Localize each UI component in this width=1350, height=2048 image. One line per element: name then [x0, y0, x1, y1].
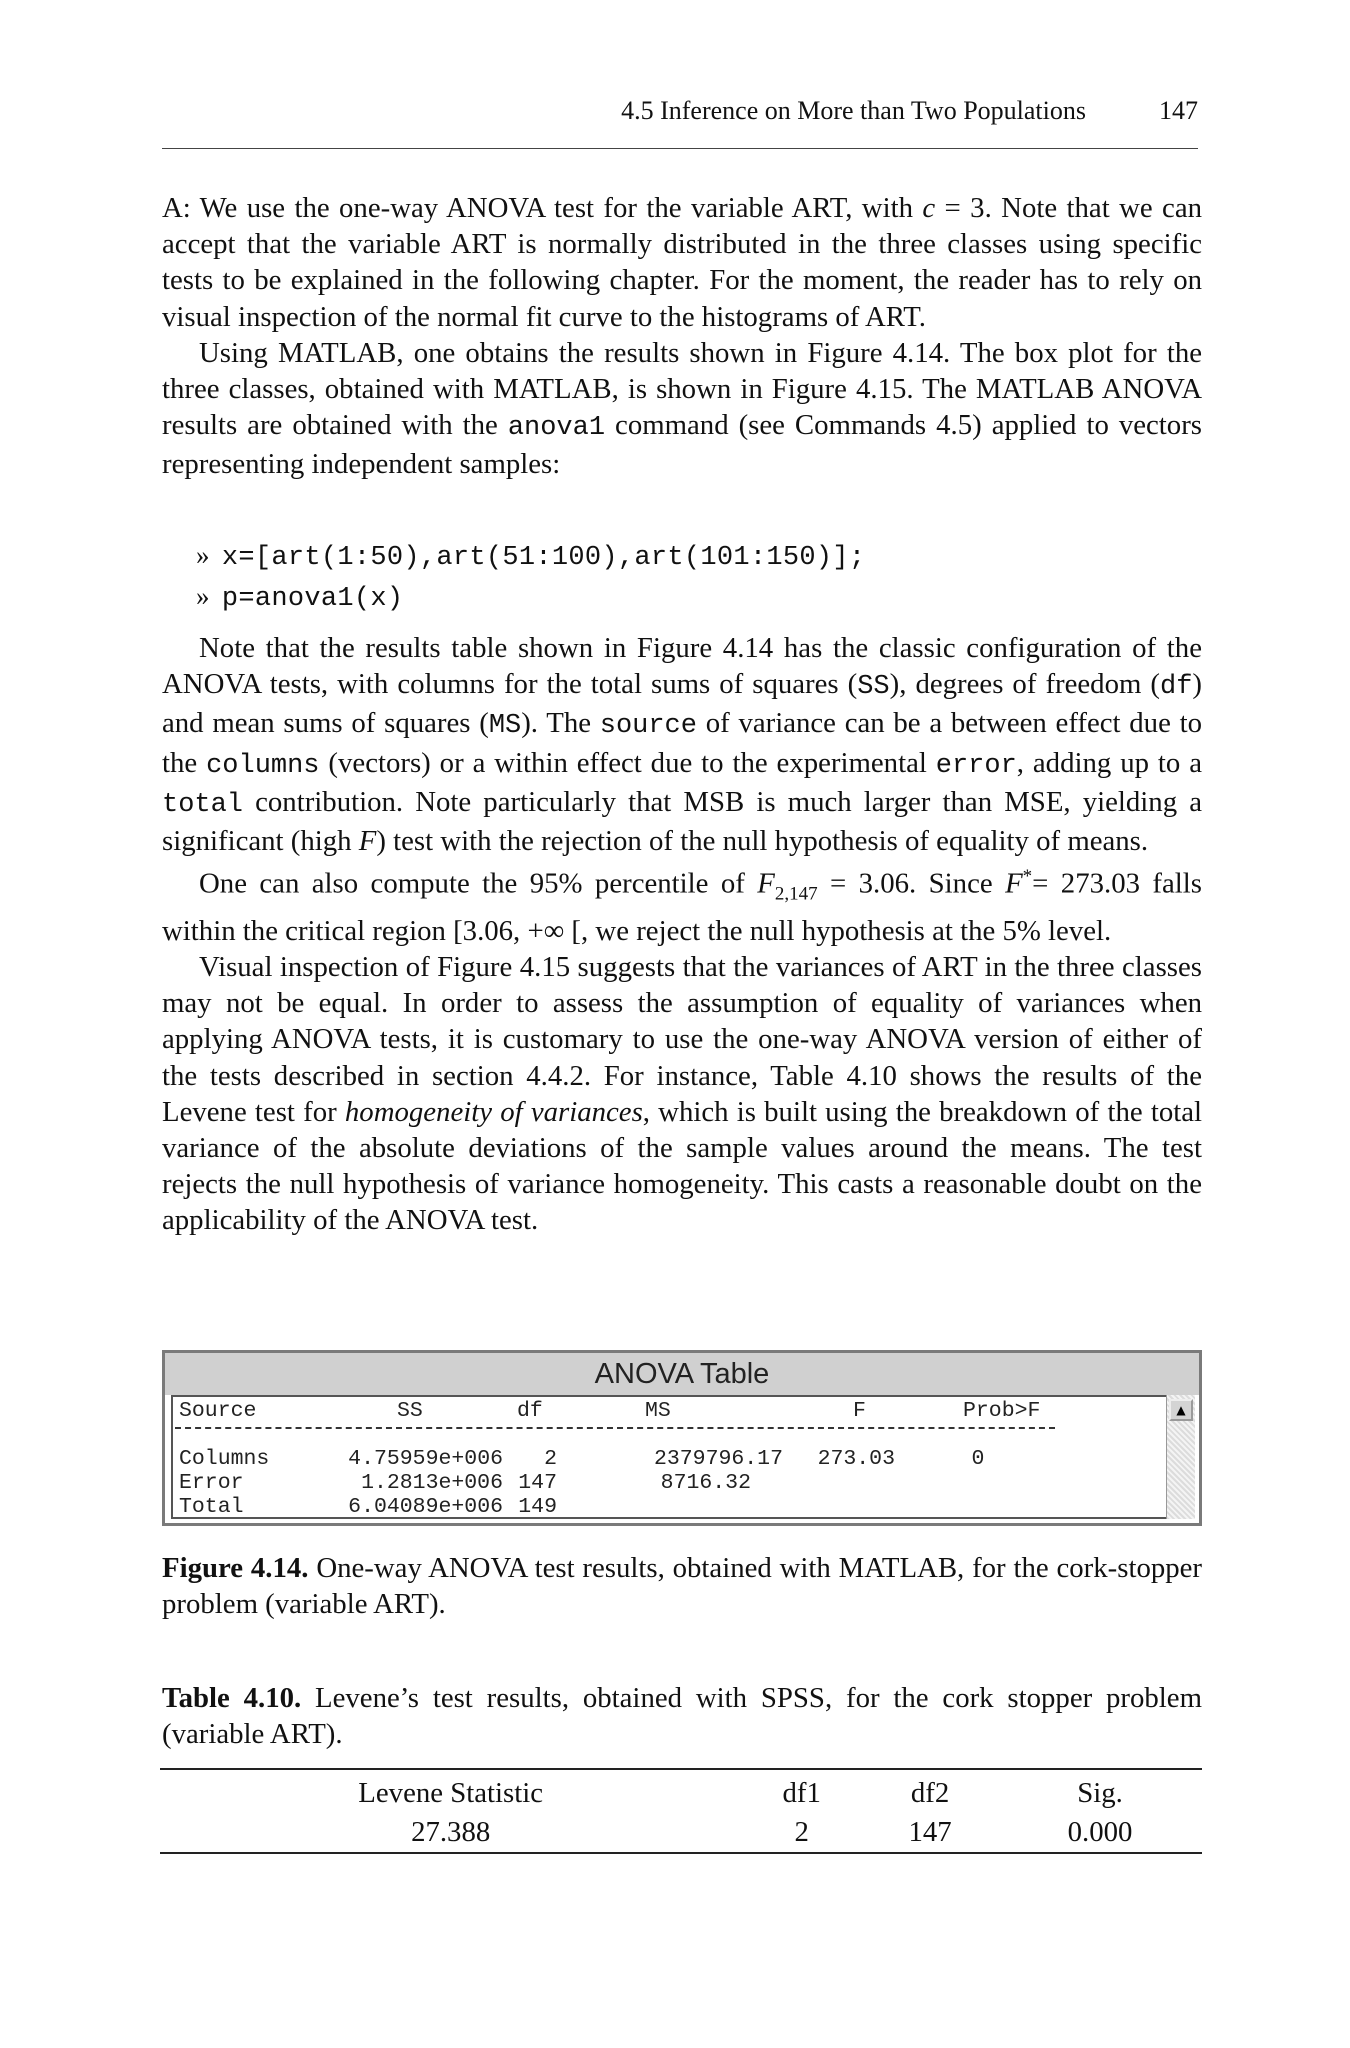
anova-table-window	[162, 1350, 1202, 1526]
paragraph-1: A: We use the one-way ANOVA test for the variable ART, with c = 3. Note that we can accept that the variable ART is normally distributed in the three classes using specific tests to be explained in the following chapter. For the moment, the reader has to rely on visual inspection of the normal fit curve to the histograms of ART.	[162, 192, 1202, 333]
levene-cell: 147	[908, 1816, 952, 1848]
anova-header-prob: Prob>F	[963, 1399, 1041, 1423]
paragraph-5: Visual inspection of Figure 4.15 suggests that the variances of ART in the three classes may not be equal. In order to assess the assumption of equality of variances when applying ANOVA tests, it is customary to use the one-way ANOVA version of either of the tests described in section 4.4.2. For instance, Table 4.10 shows the results of the Levene test for homogeneity of variances, which is built using the breakdown of the total variance of the absolute deviations of the sample values around the means. The test rejects the null hypothesis of variance homogeneity. This casts a reasonable doubt on the applicability of the ANOVA test.	[162, 950, 1202, 1237]
anova-cell: 2379796.17	[653, 1447, 783, 1471]
anova-cell: 6.04089e+006	[348, 1495, 503, 1519]
code-line-2: » p=anova1(x)	[196, 581, 404, 614]
anova-title: ANOVA Table	[594, 1358, 770, 1390]
anova-cell: 273.03	[817, 1447, 895, 1471]
levene-table	[160, 1768, 1202, 1854]
anova-cell: 4.75959e+006	[348, 1447, 503, 1471]
anova-cell: Columns	[179, 1447, 270, 1471]
anova-title-bar	[165, 1353, 1199, 1395]
paragraph-2: Using MATLAB, one obtains the results shown in Figure 4.14. The box plot for the three classes, obtained with MATLAB, is shown in Figure 4.15. The MATLAB ANOVA results are obtained with the anova1 command (see Commands 4.5) applied to vectors representing independent samples:	[162, 336, 1202, 481]
anova-header-ms: MS	[645, 1399, 671, 1423]
levene-header: df2	[910, 1777, 950, 1809]
scroll-up-icon[interactable]: ▲	[1169, 1399, 1193, 1421]
anova-cell: 0	[971, 1447, 985, 1471]
running-title: 4.5 Inference on More than Two Populations	[621, 96, 1086, 125]
anova-cell: Total	[179, 1495, 244, 1519]
levene-header: df1	[782, 1777, 821, 1809]
body-text-bottom	[162, 630, 1202, 1239]
anova-cell: 149	[518, 1495, 557, 1519]
anova-divider	[175, 1427, 1055, 1431]
anova-cell: 2	[544, 1447, 557, 1471]
anova-cell: 147	[518, 1471, 557, 1495]
levene-header: Levene Statistic	[358, 1777, 544, 1809]
code-block	[196, 536, 865, 618]
anova-scrollbar[interactable]	[1166, 1395, 1195, 1519]
page-number: 147	[1159, 96, 1198, 125]
paragraph-4: One can also compute the 95% percentile of $F_{2,147} = 3.06$. Since F*= 273.03 falls within the critical region [3.06, +∞ [, we reject the null hypothesis at the 5% level.	[162, 866, 1202, 947]
table-caption: Table 4.10. Levene’s test results, obtained with SPSS, for the cork stopper problem (variable ART).	[162, 1682, 1202, 1751]
anova-cell: Error	[179, 1471, 244, 1495]
code-line-1: » x=[art(1:50),art(51:100),art(101:150)];	[196, 540, 866, 573]
anova-cell: 8716.32	[660, 1471, 751, 1495]
anova-header-ss: SS	[397, 1399, 423, 1423]
anova-header-df: df	[517, 1399, 543, 1423]
levene-cell: 0.000	[1067, 1816, 1133, 1848]
anova-header-f: F	[853, 1399, 866, 1423]
anova-table	[171, 1395, 1171, 1519]
levene-cell: 2	[794, 1816, 809, 1848]
figure-caption: Figure 4.14. One-way ANOVA test results, obtained with MATLAB, for the cork-stopper problem (variable ART).	[162, 1552, 1203, 1621]
paragraph-3: Note that the results table shown in Figure 4.14 has the classic configuration of the ANOVA tests, with columns for the total sums of squares (SS), degrees of freedom (df) and mean sums of squares (MS). The source of variance can be a between effect due to the columns (vectors) or a within effect due to the experimental error, adding up to a total contribution. Note particularly that MSB is much larger than MSE, yielding a significant (high F) test with the rejection of the null hypothesis of equality of means.	[162, 632, 1203, 858]
levene-cell: 27.388	[411, 1816, 491, 1848]
levene-header: Sig.	[1077, 1777, 1123, 1809]
page-header	[162, 96, 1198, 149]
anova-header-source: Source	[179, 1399, 257, 1423]
anova-cell: 1.2813e+006	[361, 1471, 503, 1495]
body-text-top	[162, 190, 1202, 483]
